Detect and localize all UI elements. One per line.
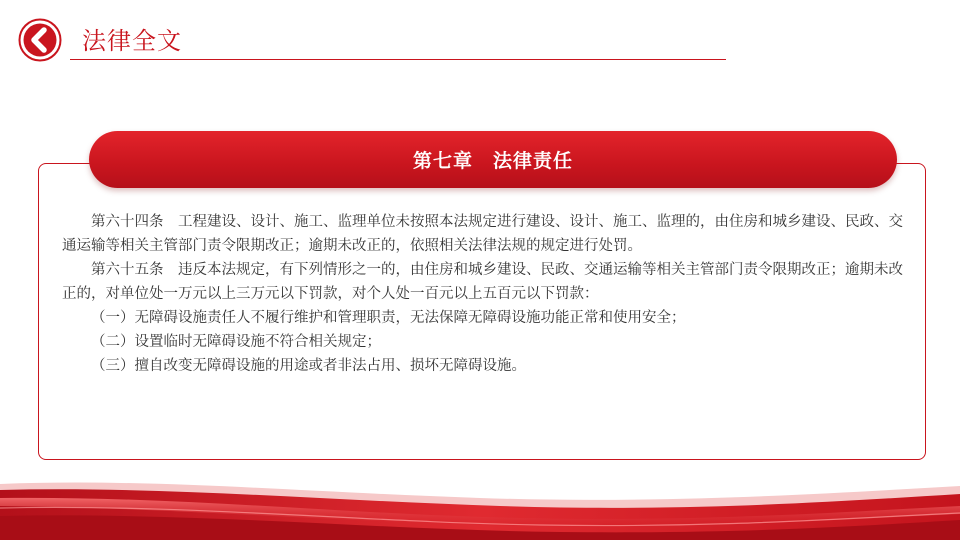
article-body — [62, 210, 904, 378]
chevron-left-circle-icon — [18, 18, 62, 62]
chapter-title: 第七章 法律责任 — [412, 150, 573, 172]
header-divider — [70, 59, 726, 60]
decorative-red-wave — [0, 468, 960, 540]
article-65-item-1: （一）无障碍设施责任人不履行维护和管理职责，无法保障无障碍设施功能正常和使用安全； — [91, 310, 686, 326]
article-65: 第六十五条 违反本法规定，有下列情形之一的，由住房和城乡建设、民政、交通运输等相关主管部门责令限期改正；逾期未改正的，对单位处一万元以上三万元以下罚款，对个人处一百元以上五百元以下罚款： — [62, 262, 903, 302]
chapter-banner — [89, 131, 897, 188]
article-65-item-2: （二）设置临时无障碍设施不符合相关规定； — [91, 334, 381, 350]
article-64: 第六十四条 工程建设、设计、施工、监理单位未按照本法规定进行建设、设计、施工、监理的，由住房和城乡建设、民政、交通运输等相关主管部门责令限期改正；逾期未改正的，依照相关法律法规的规定进行处罚。 — [62, 214, 903, 254]
page-title: 法律全文 — [82, 27, 182, 55]
article-65-item-3: （三）擅自改变无障碍设施的用途或者非法占用、损坏无障碍设施。 — [91, 358, 526, 374]
